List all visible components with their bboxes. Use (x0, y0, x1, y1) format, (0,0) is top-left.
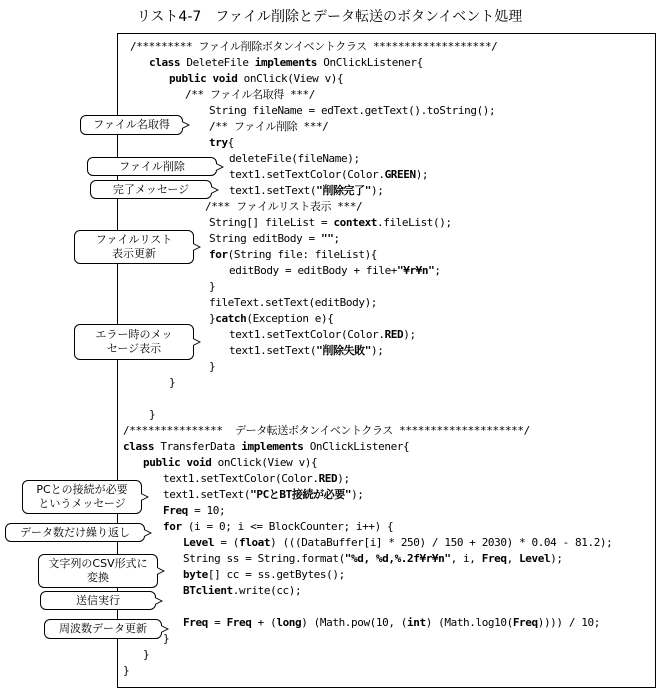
code-text: ); (403, 328, 416, 341)
code-text: } (163, 632, 170, 645)
code-text: ); (370, 184, 384, 197)
code-keyword: int (407, 616, 426, 629)
code-text: String fileName = edText.getText().toString(); (209, 104, 496, 117)
code-keyword: Freq (163, 504, 188, 517)
code-text: ); (337, 472, 350, 485)
code-line (143, 648, 149, 662)
code-keyword: try (209, 136, 228, 149)
callout-get-filename (80, 115, 183, 135)
callout-repeat-data (5, 523, 145, 542)
code-text: [] cc = ss.getBytes(); (207, 568, 345, 581)
code-line (229, 264, 441, 278)
code-keyword: "" (321, 232, 334, 245)
code-line (209, 360, 215, 374)
code-text: = (207, 616, 227, 629)
callout-pc-connection (22, 480, 142, 514)
code-keyword: for (209, 248, 228, 261)
callout-text: データ数だけ繰り返し (20, 525, 130, 539)
code-text: String[] fileList = (209, 216, 334, 229)
callout-text: 送信実行 (76, 593, 120, 607)
code-text: ) (((DataBuffer[i] * 250) / 150 + 2030) * 0.04 - 81.2); (270, 536, 613, 549)
code-line (205, 200, 362, 214)
callout-text: ファイルリスト (95, 233, 173, 246)
code-text: /*** ファイルリスト表示 ***/ (205, 200, 363, 213)
code-text: } (209, 312, 216, 325)
code-line (163, 520, 393, 534)
callout-text: というメッセージ (38, 497, 126, 510)
code-text: OnClickListener{ (317, 56, 423, 69)
code-line (163, 472, 350, 486)
code-keyword: BTclient (183, 584, 233, 597)
code-text: { (227, 136, 234, 149)
code-line (183, 568, 345, 582)
code-line (163, 632, 169, 646)
code-line (209, 120, 328, 134)
code-line (163, 488, 364, 502)
code-text: , i, (450, 552, 482, 565)
code-text: = 10; (187, 504, 226, 517)
code-text: /** ファイル削除 ***/ (209, 120, 329, 133)
code-text: DeleteFile (180, 56, 255, 69)
code-line (149, 408, 155, 422)
code-keyword: "%d, %d,%.2f¥r¥n" (344, 552, 451, 565)
code-keyword: public void (169, 72, 238, 85)
code-keyword: Freq (512, 616, 538, 629)
code-line (229, 152, 360, 166)
code-line (229, 184, 383, 198)
code-keyword: RED (384, 328, 404, 341)
callout-text: 変換 (87, 571, 109, 584)
code-text: (String file: fileList){ (227, 248, 378, 261)
callout-text: ファイル削除 (119, 159, 185, 173)
code-keyword: for (163, 520, 182, 533)
code-text: text1.setText( (229, 184, 317, 197)
code-text: } (143, 648, 150, 661)
code-line (183, 536, 612, 550)
code-keyword: "削除完了" (316, 184, 371, 197)
code-text: )))) / 10; (537, 616, 600, 629)
code-text: ; (333, 232, 340, 245)
code-keyword: class (123, 440, 155, 453)
code-text: text1.setText( (163, 488, 251, 501)
code-line (149, 56, 423, 70)
code-line (183, 616, 600, 630)
code-keyword: catch (215, 312, 247, 325)
code-text: String editBody = (209, 232, 322, 245)
code-line (209, 216, 452, 230)
code-text: deleteFile(fileName); (229, 152, 360, 165)
code-text: text1.setTextColor(Color. (229, 168, 385, 181)
code-line (209, 296, 377, 310)
code-text: /*************** データ転送ボタンイベントクラス ********************/ (123, 424, 530, 437)
code-text: .fileList(); (377, 216, 452, 229)
callout-error-message (74, 324, 194, 360)
code-line (183, 552, 563, 566)
code-text: String ss = String.format( (183, 552, 345, 565)
code-keyword: "¥r¥n" (397, 264, 435, 277)
callout-text: ファイル名取得 (93, 118, 170, 131)
code-text: onClick(View v){ (211, 456, 318, 469)
code-text: text1.setText( (229, 344, 317, 357)
code-keyword: context (333, 216, 378, 229)
code-text: text1.setTextColor(Color. (163, 472, 319, 485)
code-text: } (209, 280, 216, 293)
callout-text: エラー時のメッ (95, 328, 173, 341)
code-keyword: implements (254, 56, 318, 69)
code-text: ); (550, 552, 563, 565)
code-text: ) (Math.pow(10, ( (301, 616, 408, 629)
callout-text: 文字列のCSV形式に (48, 557, 148, 570)
code-keyword: GREEN (384, 168, 416, 181)
code-line (143, 456, 317, 470)
code-text: TransferData (154, 440, 242, 453)
listing-title: リスト4-7 ファイル削除とデータ転送のボタンイベント処理 (136, 9, 523, 25)
code-keyword: Level (519, 552, 551, 565)
callout-csv-convert (38, 554, 158, 588)
code-text: ); (415, 168, 429, 181)
callout-text: PCとの接続が必要 (36, 483, 128, 496)
code-text: , (506, 552, 520, 565)
code-keyword: Freq (183, 616, 208, 629)
callout-text: 表示更新 (112, 247, 156, 260)
code-text: text1.setTextColor(Color. (229, 328, 385, 341)
callout-freq-update (44, 619, 162, 639)
code-keyword: "削除失敗" (316, 344, 371, 357)
code-line (229, 328, 416, 342)
code-line (229, 168, 428, 182)
code-keyword: public void (143, 456, 212, 469)
code-line (209, 280, 215, 294)
code-text: ); (370, 344, 384, 357)
code-text: (Exception e){ (246, 312, 334, 325)
code-line (209, 248, 377, 262)
code-text: /********* ファイル削除ボタンイベントクラス *******************/ (130, 40, 498, 53)
code-line (209, 232, 340, 246)
code-text: + ( (251, 616, 277, 629)
code-text: = ( (214, 536, 240, 549)
callout-text: 周波数データ更新 (59, 622, 147, 635)
code-keyword: RED (318, 472, 338, 485)
code-line (123, 664, 129, 678)
code-keyword: byte (183, 568, 208, 581)
callout-text: セージ表示 (106, 342, 162, 355)
code-text: ) (Math.log10( (425, 616, 513, 629)
code-keyword: implements (241, 440, 304, 453)
callout-delete-file (87, 157, 217, 176)
code-keyword: float (239, 536, 271, 549)
code-line (229, 344, 383, 358)
code-text: OnClickListener{ (303, 440, 410, 453)
code-keyword: long (276, 616, 302, 629)
code-keyword: Freq (481, 552, 507, 565)
code-line (185, 88, 315, 102)
code-text: } (209, 360, 216, 373)
code-text: ); (351, 488, 364, 501)
code-text: } (149, 408, 156, 421)
code-text: .write(cc); (232, 584, 302, 597)
code-keyword: Level (183, 536, 215, 549)
code-line (130, 40, 497, 54)
code-line (123, 440, 409, 454)
code-line (183, 584, 301, 598)
code-text: } (169, 376, 176, 389)
code-text: } (123, 664, 130, 677)
code-line (209, 136, 234, 150)
code-keyword: "PCとBT接続が必要" (250, 488, 352, 501)
code-line (209, 312, 333, 326)
code-keyword: class (149, 56, 181, 69)
code-text: onClick(View v){ (237, 72, 344, 85)
code-line (169, 376, 175, 390)
callout-file-list-display (74, 230, 194, 264)
code-text: fileText.setText(editBody); (209, 296, 378, 309)
code-line (163, 504, 225, 518)
code-text: (i = 0; i <= BlockCounter; i++) { (181, 520, 394, 533)
code-line (169, 72, 343, 86)
callout-send (40, 591, 156, 610)
code-text: /** ファイル名取得 ***/ (185, 88, 315, 101)
code-keyword: Freq (226, 616, 252, 629)
callout-text: 完了メッセージ (112, 182, 190, 196)
code-line (209, 104, 495, 118)
callout-complete-message (90, 180, 212, 199)
code-text: ; (434, 264, 441, 277)
code-line (123, 424, 530, 438)
code-text: editBody = editBody + file+ (229, 264, 398, 277)
